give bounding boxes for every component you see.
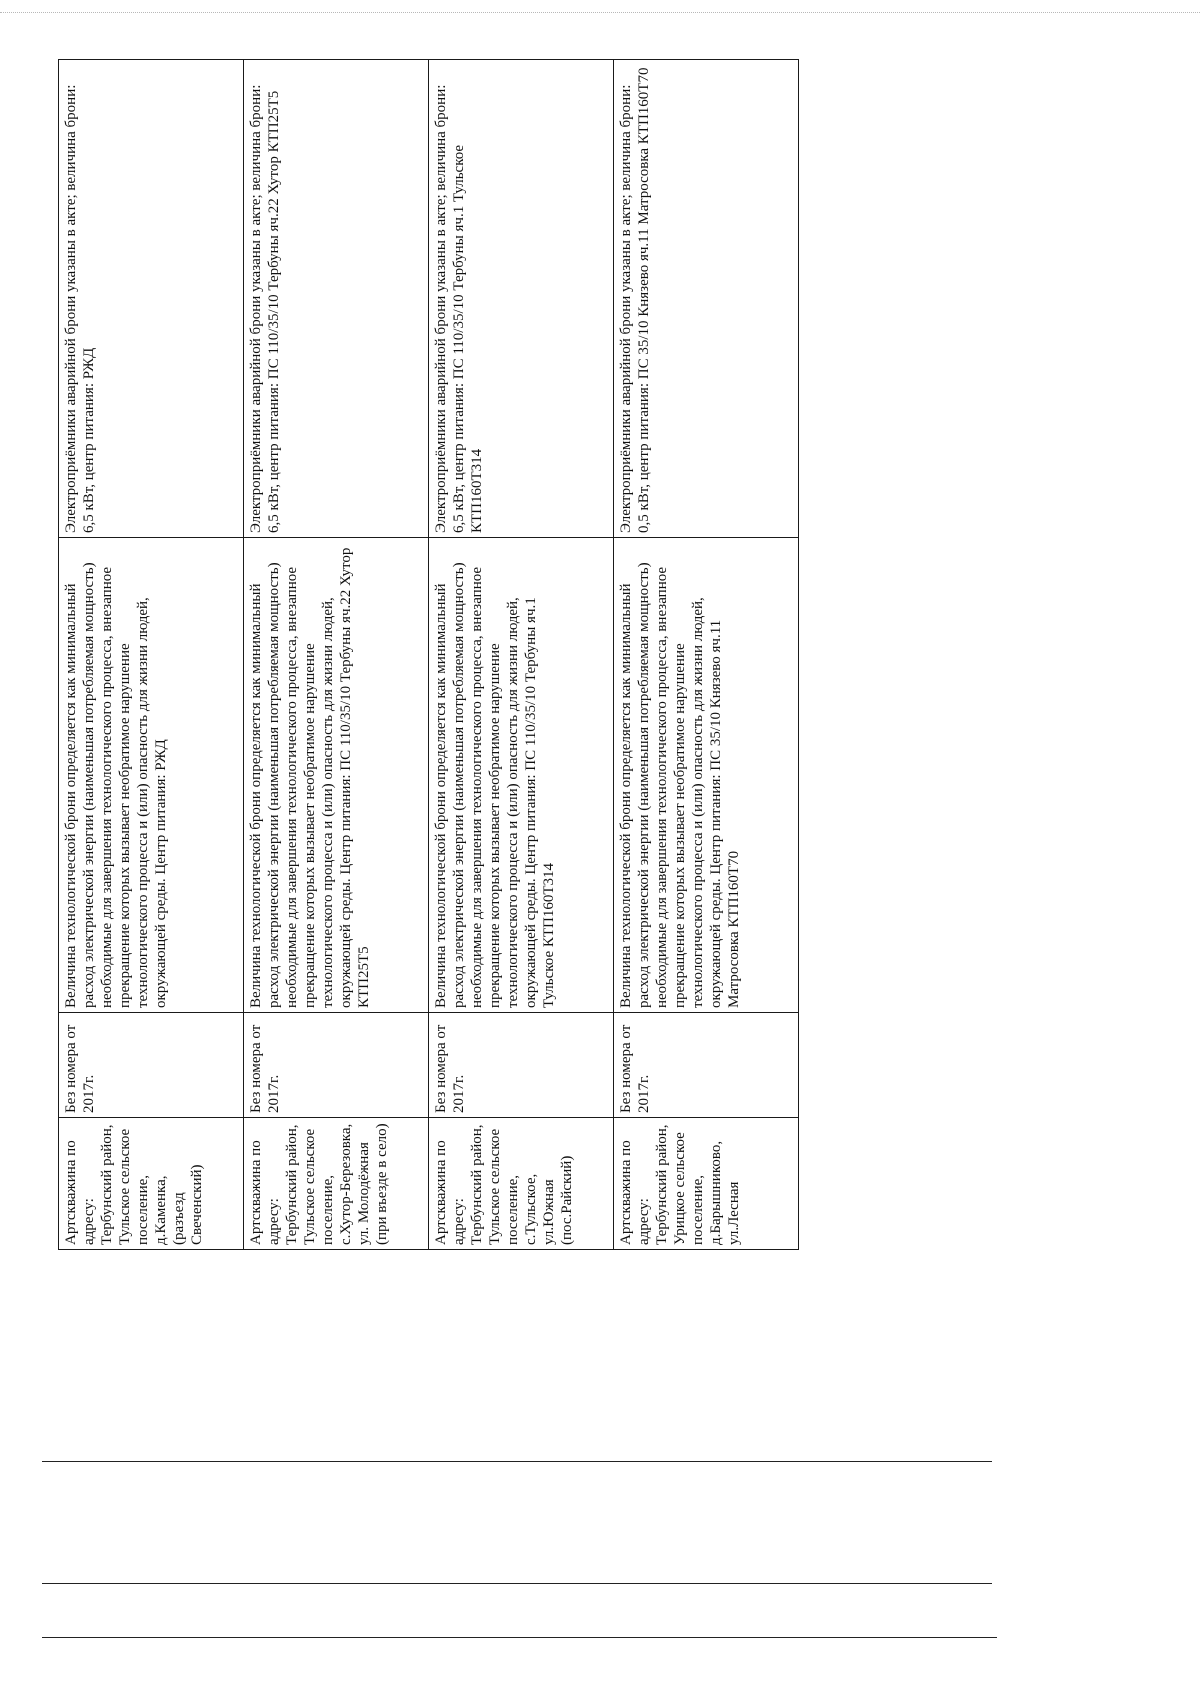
address-cell: Артскважина по адресу: Тербунский район, Тульское сельское поселение, с.Тульское, ул.Южная (пос.Райский): [429, 1118, 614, 1250]
scan-edge: [0, 12, 1200, 13]
divider-line: [42, 1583, 992, 1584]
divider-line: [42, 1637, 997, 1638]
technological-reserve-cell: Величина технологической брони определяется как минимальный расход электрической энергии (наименьшая потребляемая мощность) необходимые для завершения технологического процесса, внезапное прекращение которых вызывает необратимое нарушение технологического процесса и (или) опасность для жизни людей, окружающей среды. Центр питания: ПС 35/10 Князево яч.11 Матросовка КТП160Т70: [614, 538, 799, 1013]
document-cell: Без номера от 2017г.: [59, 1013, 244, 1118]
document-cell: Без номера от 2017г.: [429, 1013, 614, 1118]
document-cell: Без номера от 2017г.: [244, 1013, 429, 1118]
technological-reserve-cell: Величина технологической брони определяется как минимальный расход электрической энергии (наименьшая потребляемая мощность) необходимые для завершения технологического процесса, внезапное прекращение которых вызывает необратимое нарушение технологического процесса и (или) опасность для жизни людей, окружающей среды. Центр питания: РЖД: [59, 538, 244, 1013]
rotated-table-container: [58, 60, 798, 1250]
address-cell: Артскважина по адресу: Тербунский район, Тульское сельское поселение, д.Каменка, (разъезд Свеченский): [59, 1118, 244, 1250]
divider-line: [42, 1461, 992, 1462]
table-row: [244, 60, 429, 1250]
address-cell: Артскважина по адресу: Тербунский район, Урицкое сельское поселение, д.Барышниково, ул.Лесная: [614, 1118, 799, 1250]
technological-reserve-cell: Величина технологической брони определяется как минимальный расход электрической энергии (наименьшая потребляемая мощность) необходимые для завершения технологического процесса, внезапное прекращение которых вызывает необратимое нарушение технологического процесса и (или) опасность для жизни людей, окружающей среды. Центр питания: ПС 110/35/10 Тербуны яч.1 Тульское КТП160Т314: [429, 538, 614, 1013]
technological-reserve-cell: Величина технологической брони определяется как минимальный расход электрической энергии (наименьшая потребляемая мощность) необходимые для завершения технологического процесса, внезапное прекращение которых вызывает необратимое нарушение технологического процесса и (или) опасность для жизни людей, окружающей среды. Центр питания: ПС 110/35/10 Тербуны яч.22 Хутор КТП25Т5: [244, 538, 429, 1013]
table-row: [614, 60, 799, 1250]
table-row: [429, 60, 614, 1250]
document-cell: Без номера от 2017г.: [614, 1013, 799, 1118]
emergency-reserve-cell: Электроприёмники аварийной брони указаны в акте; величина брони: 6,5 кВт, центр питания: РЖД: [59, 60, 244, 538]
address-cell: Артскважина по адресу: Тербунский район, Тульское сельское поселение, с.Хутор-Березовка, ул. Молодёжная (при въезде в село): [244, 1118, 429, 1250]
reservation-table: [58, 59, 799, 1250]
emergency-reserve-cell: Электроприёмники аварийной брони указаны в акте; величина брони: 0,5 кВт, центр питания: ПС 35/10 Князево яч.11 Матросовка КТП160Т70: [614, 60, 799, 538]
emergency-reserve-cell: Электроприёмники аварийной брони указаны в акте; величина брони: 6,5 кВт, центр питания: ПС 110/35/10 Тербуны яч.1 Тульское КТП160Т314: [429, 60, 614, 538]
table-row: [59, 60, 244, 1250]
emergency-reserve-cell: Электроприёмники аварийной брони указаны в акте; величина брони: 6,5 кВт, центр питания: ПС 110/35/10 Тербуны яч.22 Хутор КТП25Т5: [244, 60, 429, 538]
